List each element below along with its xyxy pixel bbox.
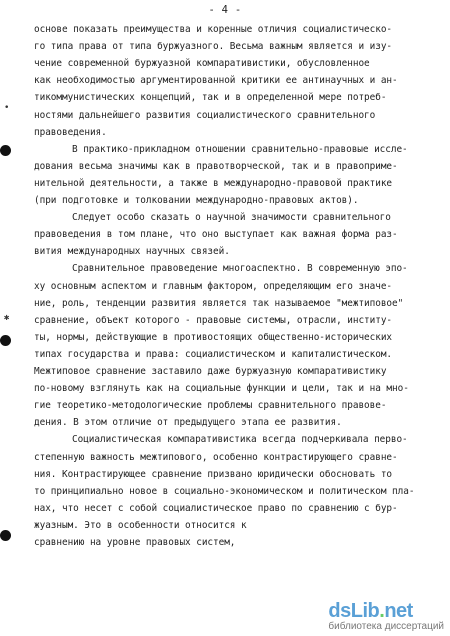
text-line: ние, роль, тенденции развития является так называемое "межтиповое" bbox=[34, 297, 404, 309]
text-line: дования весьма значимы как в правотворческой, так и в правоприме- bbox=[34, 160, 398, 172]
text-line: гие теоретико-методологические проблемы сравнительного правове- bbox=[34, 400, 387, 412]
page-number: - 4 - bbox=[208, 4, 242, 16]
text-line: Сравнительное правоведение многоаспектно. В современную эпо- bbox=[72, 263, 408, 275]
text-line: типах государства и права: социалистическом и капиталистическом. bbox=[34, 348, 393, 360]
punch-hole-bottom bbox=[0, 530, 11, 541]
text-line: ты, нормы, действующие в противостоящих общественно-исторических bbox=[34, 331, 393, 343]
watermark-logo bbox=[328, 600, 444, 623]
text-line: основе показать преимущества и коренные отличия социалистическо- bbox=[34, 24, 393, 35]
text-line: Следует особо сказать о научной значимости сравнительного bbox=[72, 212, 391, 224]
text-line: тикоммунистических концепций, так и в определенной мере потреб- bbox=[34, 92, 387, 104]
text-line: В практико-прикладном отношении сравнительно-правовые иссле- bbox=[72, 143, 408, 155]
text-line: сравнение, объект которого - правовые системы, отрасли, институ- bbox=[34, 314, 393, 326]
watermark-logo-main: dsLib bbox=[328, 600, 380, 622]
watermark-logo-dot: . bbox=[379, 600, 385, 622]
margin-mark-middle: ✱ bbox=[4, 313, 10, 323]
text-line: Социалистическая компаративистика всегда подчеркивала перво- bbox=[72, 434, 408, 446]
text-line: правоведения в том плане, что оно выступает как важная форма раз- bbox=[34, 229, 398, 241]
text-line: нительной деятельности, а также в международно-правовой практике bbox=[34, 177, 393, 189]
text-line: (при подготовке и толковании международно-правовых актов). bbox=[34, 195, 359, 206]
text-line: нах, что несет с собой социалистическое право по сравнению с бур- bbox=[34, 502, 398, 514]
punch-hole-top bbox=[0, 145, 11, 156]
text-line: жуазным. Это в особенности относится к bbox=[34, 519, 247, 531]
watermark-subtitle: библиотека диссертаций bbox=[328, 621, 444, 632]
text-line: чение современной буржуазной компаративистики, обусловленное bbox=[34, 58, 370, 70]
text-line: го типа права от типа буржуазного. Весьма важным является и изу- bbox=[34, 41, 393, 53]
text-line: ния. Контрастирующее сравнение призвано юридически обосновать то bbox=[34, 468, 393, 480]
text-line: ностями дальнейшего развития социалистического сравнительного bbox=[34, 109, 376, 121]
text-line: дения. В этом отличие от предыдущего этапа ее развития. bbox=[34, 417, 342, 429]
margin-mark-top: • bbox=[4, 103, 10, 113]
text-line: по-новому взглянуть как на социальные функции и цели, так и на мно- bbox=[34, 383, 409, 395]
text-line: вития международных научных связей. bbox=[34, 246, 230, 258]
text-line: правоведения. bbox=[34, 126, 107, 138]
text-line: как необходимостью аргументированной критики ее антинаучных и ан- bbox=[34, 75, 398, 87]
text-line: ху основным аспектом и главным фактором, определяющим его значе- bbox=[34, 280, 393, 292]
watermark[interactable] bbox=[328, 600, 444, 632]
text-line: Межтиповое сравнение заставило даже буржуазную компаративистику bbox=[34, 366, 387, 377]
text-line: сравнению на уровне правовых систем, bbox=[34, 537, 236, 548]
watermark-logo-tld: net bbox=[384, 600, 413, 622]
punch-hole-middle bbox=[0, 335, 11, 346]
text-line: то принципиально новое в социально-экономическом и политическом пла- bbox=[34, 485, 415, 497]
text-line: степенную важность межтипового, особенно контрастирующего сравне- bbox=[34, 451, 398, 463]
